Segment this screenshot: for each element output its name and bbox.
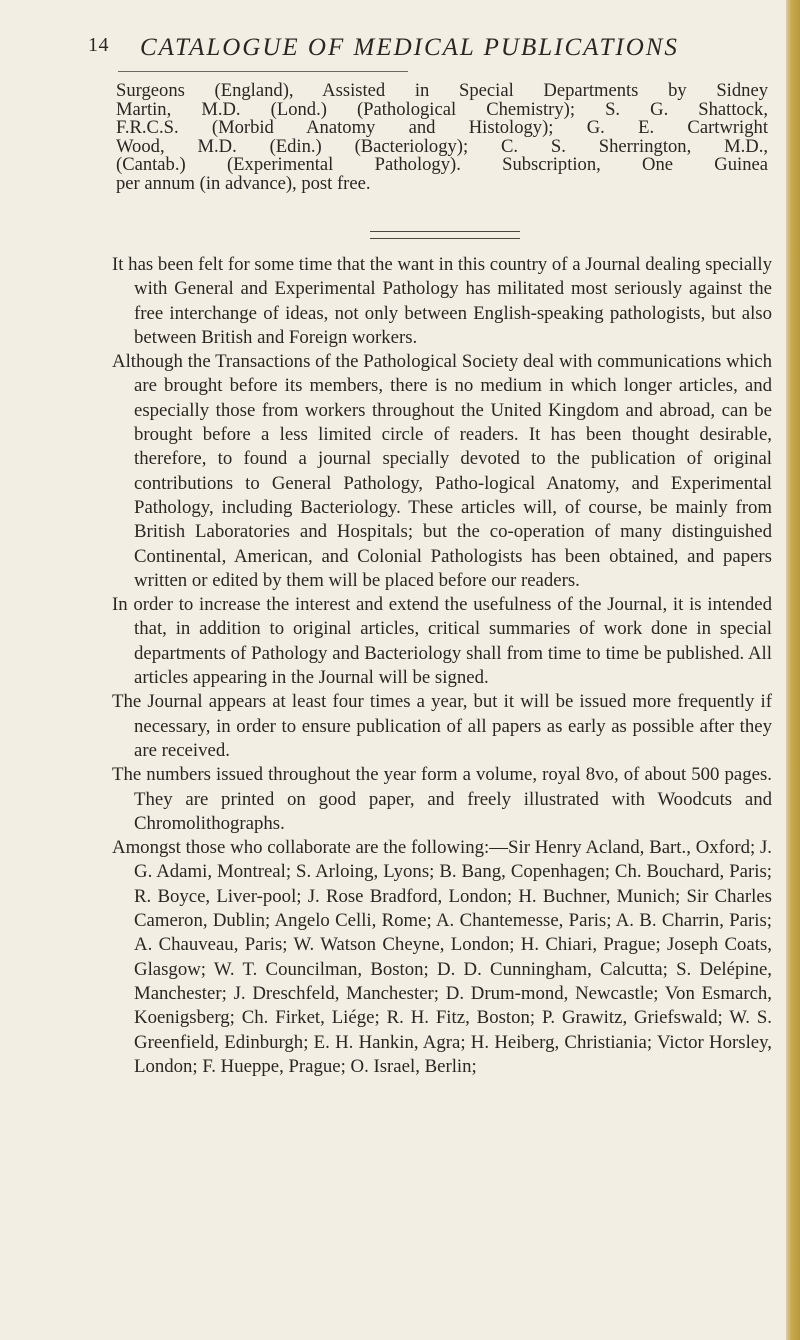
intro-line: Surgeons (England), Assisted in Special Departments by Sidney [116,80,768,101]
intro-line: per annum (in advance), post free. [116,172,371,194]
intro-line: F.R.C.S. (Morbid Anatomy and Histology); G. E. Cartwright [116,117,768,138]
running-title: CATALOGUE OF MEDICAL PUBLICATIONS [140,34,679,61]
paragraph-purpose: It has been felt for some time that the want in this country of a Journal dealing specially with General and Experimental Pathology has militated most seriously against the free interchange of ideas, not only between English-speaking pathologists, but also between British and Foreign workers. [112,254,772,348]
paragraph-collaborators: Amongst those who collaborate are the following:—Sir Henry Acland, Bart., Oxford; J. G. Adami, Montreal; S. Arloing, Lyons; B. Bang, Copenhagen; Ch. Bouchard, Paris; R. Boyce, Liver-pool; J. Rose Bradford, London; H. Buchner, Munich; Sir Charles Cameron, Dublin; Angelo Celli, Rome; A. Chantemesse, Paris; A. B. Charrin, Paris; A. Chauveau, Paris; W. Watson Cheyne, London; H. Chiari, Prague; Joseph Coats, Glasgow; W. T. Councilman, Boston; D. D. Cunningham, Calcutta; S. Delépine, Manchester; J. Dreschfeld, Manchester; D. Drum-mond, Newcastle; Von Esmarch, Koenigsberg; Ch. Firket, Liége; R. H. Fitz, Boston; P. Grawitz, Griefswald; W. S. Greenfield, Edinburgh; E. H. Hankin, Agra; H. Heiberg, Christiania; Victor Horsley, London; F. Hueppe, Prague; O. Israel, Berlin; [112,837,772,1077]
paragraph-frequency: The Journal appears at least four times a year, but it will be issued more frequently if necessary, in order to ensure publication of all papers as early as possible after they are received. [112,691,772,761]
page-header [88,34,708,70]
paragraph-volume: The numbers issued throughout the year form a volume, royal 8vo, of about 500 pages. They are printed on good paper, and freely illustrated with Woodcuts and Chromolithographs. [112,764,772,834]
page-number: 14 [88,34,109,56]
paragraph-summaries: In order to increase the interest and extend the usefulness of the Journal, it is intended that, in addition to original articles, critical summaries of work done in special departments of Pathology and Bacteriology shall from time to time be published. All articles appearing in the Journal will be signed. [112,594,772,689]
intro-line: (Cantab.) (Experimental Pathology). Subscription, One Guinea [116,154,768,175]
journal-editors-note [116,82,768,193]
book-edge [786,0,800,1340]
intro-line: Wood, M.D. (Edin.) (Bacteriology); C. S. Sherrington, M.D., [116,135,768,157]
section-divider [370,231,520,239]
header-rule [118,71,408,72]
paragraph-transactions: Although the Transactions of the Pathological Society deal with communications which are brought before its members, there is no medium in which longer articles, and especially those from workers throughout the United Kingdom and abroad, can be brought before a less limited circle of readers. It has been thought desirable, therefore, to found a journal specially devoted to the publication of original contributions to General Pathology, Patho-logical Anatomy, and Experimental Pathology, including Bacteriology. These articles will, of course, be mainly from British Laboratories and Hospitals; but the co-operation of many distinguished Continental, American, and Colonial Pathologists has been obtained, and papers written or edited by them will be placed before our readers. [112,351,772,591]
intro-line: Martin, M.D. (Lond.) (Pathological Chemistry); S. G. Shattock, [116,98,768,120]
journal-description [112,253,772,1079]
